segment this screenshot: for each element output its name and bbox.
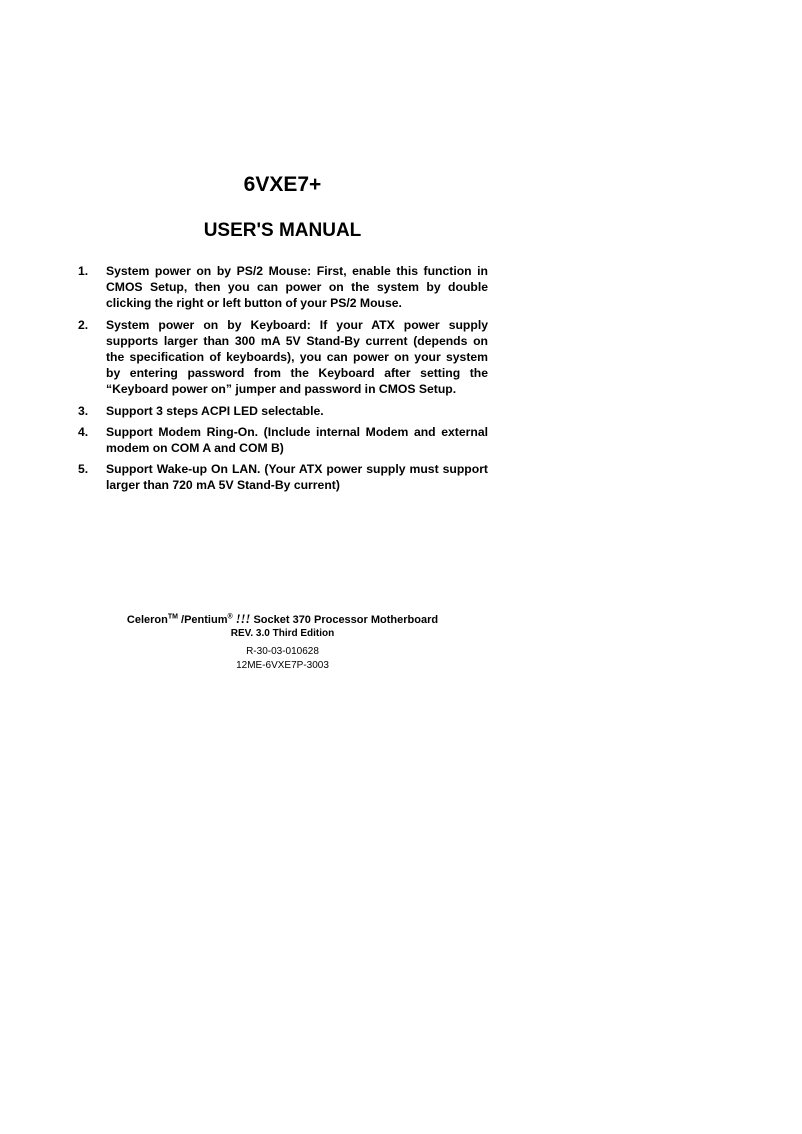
feature-text: Support Modem Ring-On. (Include internal Modem and external modem on COM A and COM B) — [106, 424, 488, 456]
feature-text: System power on by PS/2 Mouse: First, enable this function in CMOS Setup, then you can power on the system by double clicking the right or left button of your PS/2 Mouse. — [106, 264, 488, 311]
pentium-label: /Pentium — [177, 614, 228, 626]
feature-item — [78, 317, 488, 398]
edition-line: REV. 3.0 Third Edition — [230, 628, 335, 639]
registered-mark: ® — [227, 613, 233, 621]
part-number: 12ME-6VXE7P-3003 — [236, 660, 329, 671]
feature-item — [78, 403, 488, 419]
feature-item — [78, 263, 488, 312]
feature-list — [78, 263, 488, 499]
celeron-label: Celeron — [126, 614, 168, 626]
feature-item — [78, 461, 488, 493]
feature-number: 4. — [78, 424, 89, 439]
pentium-generation: !!! — [232, 612, 251, 626]
feature-item — [78, 424, 488, 456]
feature-number: 1. — [78, 264, 89, 278]
feature-text: Support Wake-up On LAN. (Your ATX power supply must support larger than 720 mA 5V Stand-By current) — [106, 462, 488, 493]
socket-label: Socket 370 Processor Motherboard — [250, 614, 439, 626]
manual-title: USER'S MANUAL — [203, 220, 362, 241]
feature-number: 2. — [78, 317, 89, 332]
trademark-mark: TM — [167, 613, 178, 621]
feature-number: 5. — [78, 462, 89, 477]
model-name: 6VXE7+ — [243, 173, 322, 196]
feature-number: 3. — [78, 403, 89, 418]
processor-subtitle — [0, 612, 565, 627]
feature-text: Support 3 steps ACPI LED selectable. — [106, 403, 324, 418]
feature-text: System power on by Keyboard: If your ATX power supply supports larger than 300 mA 5V Stand-By current (depends on the specification of keyboards), you can power on your system by entering password from the Keyboard after setting the “Keyboard power on” jumper and password in CMOS Setup. — [106, 317, 488, 397]
document-code: R-30-03-010628 — [246, 646, 319, 657]
